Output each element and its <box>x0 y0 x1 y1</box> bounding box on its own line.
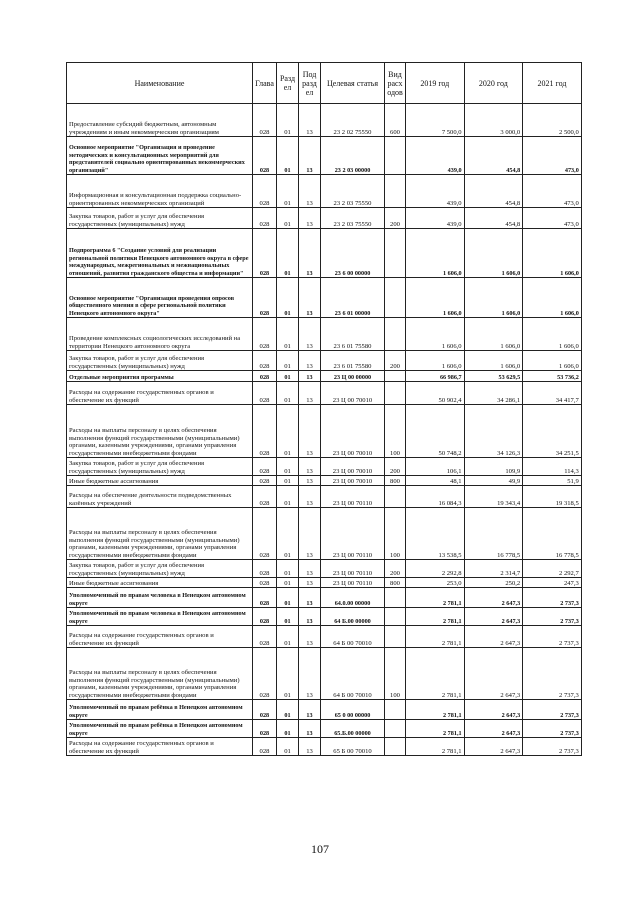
cell-y2020: 454,8 <box>464 208 523 229</box>
cell-name: Расходы на содержание государственных органов и обеспечение их функций <box>67 626 253 648</box>
cell-y2021: 34 417,7 <box>523 382 582 405</box>
cell-section: 01 <box>277 476 299 486</box>
table-row <box>67 700 582 720</box>
cell-chapter: 028 <box>253 738 277 756</box>
cell-chapter: 028 <box>253 137 277 175</box>
cell-expense-type <box>385 738 406 756</box>
cell-chapter: 028 <box>253 318 277 351</box>
table-row <box>67 588 582 608</box>
cell-y2021: 51,9 <box>523 476 582 486</box>
cell-y2020: 34 126,3 <box>464 405 523 458</box>
cell-subsection: 13 <box>299 608 321 626</box>
cell-subsection: 13 <box>299 720 321 738</box>
cell-target: 23 6 01 75580 <box>321 318 385 351</box>
cell-y2020: 1 606,0 <box>464 229 523 278</box>
table-row <box>67 458 582 476</box>
cell-target: 23 Ц 00 70010 <box>321 458 385 476</box>
cell-y2020: 109,9 <box>464 458 523 476</box>
cell-y2021: 473,0 <box>523 137 582 175</box>
cell-section: 01 <box>277 208 299 229</box>
cell-section: 01 <box>277 588 299 608</box>
table-row <box>67 318 582 351</box>
cell-expense-type: 100 <box>385 508 406 560</box>
cell-name: Расходы на выплаты персоналу в целях обеспечения выполнения функций государственными (муниципальными) органами, казенными учреждениями, органами управления государственными внебюджетными фондами <box>67 508 253 560</box>
table-row <box>67 351 582 371</box>
cell-y2019: 2 781,1 <box>406 648 465 700</box>
cell-expense-type <box>385 486 406 508</box>
cell-y2019: 2 781,1 <box>406 700 465 720</box>
cell-y2019: 2 292,8 <box>406 560 465 578</box>
cell-subsection: 13 <box>299 137 321 175</box>
cell-name: Расходы на выплаты персоналу в целях обеспечения выполнения функций государственными (муниципальными) органами, казенными учреждениями, органами управления государственными внебюджетными фондами <box>67 405 253 458</box>
cell-y2019: 2 781,1 <box>406 588 465 608</box>
cell-chapter: 028 <box>253 588 277 608</box>
cell-name: Закупка товаров, работ и услуг для обеспечения государственных (муниципальных) нужд <box>67 351 253 371</box>
cell-section: 01 <box>277 578 299 588</box>
cell-target: 64 Б 00 70010 <box>321 648 385 700</box>
budget-table <box>66 62 582 756</box>
cell-y2019: 48,1 <box>406 476 465 486</box>
cell-section: 01 <box>277 700 299 720</box>
cell-section: 01 <box>277 405 299 458</box>
cell-name: Информационная и консультационная поддержка социально-ориентированных некоммерческих организаций <box>67 175 253 208</box>
cell-y2019: 16 084,3 <box>406 486 465 508</box>
cell-chapter: 028 <box>253 278 277 318</box>
cell-y2021: 2 500,0 <box>523 104 582 137</box>
table-body <box>67 104 582 756</box>
cell-y2019: 2 781,1 <box>406 608 465 626</box>
page-number: 107 <box>311 842 329 856</box>
cell-target: 23 2 03 75550 <box>321 175 385 208</box>
cell-target: 23 Ц 00 70110 <box>321 508 385 560</box>
cell-target: 64 Б 00 70010 <box>321 626 385 648</box>
cell-subsection: 13 <box>299 486 321 508</box>
cell-y2020: 34 286,1 <box>464 382 523 405</box>
cell-chapter: 028 <box>253 208 277 229</box>
cell-section: 01 <box>277 560 299 578</box>
cell-y2021: 1 606,0 <box>523 318 582 351</box>
table-row <box>67 104 582 137</box>
cell-subsection: 13 <box>299 738 321 756</box>
table-row <box>67 720 582 738</box>
cell-y2021: 2 737,3 <box>523 626 582 648</box>
cell-subsection: 13 <box>299 405 321 458</box>
table-row <box>67 175 582 208</box>
cell-section: 01 <box>277 486 299 508</box>
table-row <box>67 560 582 578</box>
cell-expense-type: 200 <box>385 208 406 229</box>
cell-name: Расходы на обеспечение деятельности подведомственных казённых учреждений <box>67 486 253 508</box>
cell-name: Проведение комплексных социологических исследований на территории Ненецкого автономного округа <box>67 318 253 351</box>
cell-chapter: 028 <box>253 229 277 278</box>
cell-target: 23 Ц 00 70110 <box>321 486 385 508</box>
cell-y2020: 2 647,3 <box>464 700 523 720</box>
cell-y2019: 253,0 <box>406 578 465 588</box>
cell-expense-type <box>385 626 406 648</box>
header-expense-type: Вид расходов <box>385 63 406 104</box>
cell-expense-type: 200 <box>385 351 406 371</box>
cell-expense-type <box>385 588 406 608</box>
cell-section: 01 <box>277 382 299 405</box>
cell-y2020: 2 314,7 <box>464 560 523 578</box>
cell-subsection: 13 <box>299 458 321 476</box>
cell-expense-type <box>385 318 406 351</box>
header-name: Наименование <box>67 63 253 104</box>
cell-y2021: 2 737,3 <box>523 608 582 626</box>
cell-subsection: 13 <box>299 382 321 405</box>
table-header-row <box>67 63 582 104</box>
cell-y2021: 16 778,5 <box>523 508 582 560</box>
table-row <box>67 382 582 405</box>
cell-subsection: 13 <box>299 560 321 578</box>
cell-y2019: 1 606,0 <box>406 229 465 278</box>
cell-name: Расходы на содержание государственных органов и обеспечение их функций <box>67 738 253 756</box>
cell-section: 01 <box>277 648 299 700</box>
header-2019: 2019 год <box>406 63 465 104</box>
cell-subsection: 13 <box>299 208 321 229</box>
cell-y2020: 2 647,3 <box>464 648 523 700</box>
table-row <box>67 371 582 382</box>
cell-y2019: 2 781,1 <box>406 738 465 756</box>
cell-expense-type <box>385 700 406 720</box>
table-row <box>67 608 582 626</box>
cell-y2021: 2 737,3 <box>523 648 582 700</box>
cell-target: 23 Ц 00 70110 <box>321 578 385 588</box>
cell-target: 23 2 03 00000 <box>321 137 385 175</box>
cell-chapter: 028 <box>253 175 277 208</box>
cell-subsection: 13 <box>299 588 321 608</box>
cell-subsection: 13 <box>299 700 321 720</box>
cell-y2021: 473,0 <box>523 175 582 208</box>
cell-expense-type <box>385 371 406 382</box>
cell-name: Уполномоченный по правам человека в Ненецком автономном округе <box>67 608 253 626</box>
cell-y2020: 2 647,3 <box>464 588 523 608</box>
cell-y2019: 439,0 <box>406 175 465 208</box>
cell-target: 64 Б.00 00000 <box>321 608 385 626</box>
cell-name: Основное мероприятие "Организация проведения опросов общественного мнения в сфере региональной политики Ненецкого автономного округа" <box>67 278 253 318</box>
cell-target: 23 Ц 00 70010 <box>321 476 385 486</box>
cell-expense-type <box>385 278 406 318</box>
cell-expense-type: 100 <box>385 648 406 700</box>
cell-chapter: 028 <box>253 578 277 588</box>
table-row <box>67 476 582 486</box>
cell-name: Основное мероприятие "Организация и проведение методических и консультационных мероприятий для представителей социально ориентированных некоммерческих организаций" <box>67 137 253 175</box>
header-subsection: Подраздел <box>299 63 321 104</box>
cell-chapter: 028 <box>253 720 277 738</box>
cell-y2020: 2 647,3 <box>464 738 523 756</box>
cell-expense-type: 100 <box>385 405 406 458</box>
cell-target: 64.0.00 00000 <box>321 588 385 608</box>
cell-expense-type: 800 <box>385 578 406 588</box>
table-row <box>67 578 582 588</box>
cell-y2021: 114,3 <box>523 458 582 476</box>
header-2020: 2020 год <box>464 63 523 104</box>
cell-name: Расходы на содержание государственных органов и обеспечение их функций <box>67 382 253 405</box>
cell-chapter: 028 <box>253 458 277 476</box>
cell-y2019: 66 986,7 <box>406 371 465 382</box>
cell-target: 23 Ц 00 70110 <box>321 560 385 578</box>
cell-y2019: 1 606,0 <box>406 351 465 371</box>
cell-subsection: 13 <box>299 278 321 318</box>
cell-y2021: 2 737,3 <box>523 738 582 756</box>
cell-y2020: 250,2 <box>464 578 523 588</box>
cell-target: 23 Ц 00 00000 <box>321 371 385 382</box>
cell-target: 65 0 00 00000 <box>321 700 385 720</box>
cell-y2020: 1 606,0 <box>464 351 523 371</box>
cell-y2019: 1 606,0 <box>406 318 465 351</box>
cell-name: Уполномоченный по правам ребёнка в Ненецком автономном округе <box>67 700 253 720</box>
cell-expense-type: 200 <box>385 458 406 476</box>
cell-expense-type: 200 <box>385 560 406 578</box>
cell-y2020: 53 629,5 <box>464 371 523 382</box>
cell-expense-type: 800 <box>385 476 406 486</box>
cell-section: 01 <box>277 458 299 476</box>
cell-chapter: 028 <box>253 405 277 458</box>
cell-y2020: 454,8 <box>464 175 523 208</box>
cell-name: Предоставление субсидий бюджетным, автономным учреждениям и иным некоммерческим организациям <box>67 104 253 137</box>
cell-chapter: 028 <box>253 508 277 560</box>
cell-y2019: 50 902,4 <box>406 382 465 405</box>
cell-chapter: 028 <box>253 476 277 486</box>
table-row <box>67 508 582 560</box>
cell-y2021: 2 737,3 <box>523 700 582 720</box>
cell-target: 23 6 00 00000 <box>321 229 385 278</box>
cell-section: 01 <box>277 104 299 137</box>
cell-target: 65.Б.00 00000 <box>321 720 385 738</box>
cell-y2020: 1 606,0 <box>464 318 523 351</box>
cell-subsection: 13 <box>299 175 321 208</box>
cell-y2020: 3 000,0 <box>464 104 523 137</box>
cell-chapter: 028 <box>253 351 277 371</box>
cell-y2020: 19 343,4 <box>464 486 523 508</box>
table-row <box>67 208 582 229</box>
cell-y2020: 49,9 <box>464 476 523 486</box>
cell-section: 01 <box>277 137 299 175</box>
cell-subsection: 13 <box>299 476 321 486</box>
cell-y2021: 473,0 <box>523 208 582 229</box>
cell-name: Закупка товаров, работ и услуг для обеспечения государственных (муниципальных) нужд <box>67 208 253 229</box>
cell-target: 23 2 02 75550 <box>321 104 385 137</box>
header-chapter: Глава <box>253 63 277 104</box>
cell-y2019: 7 500,0 <box>406 104 465 137</box>
header-2021: 2021 год <box>523 63 582 104</box>
cell-y2020: 454,8 <box>464 137 523 175</box>
cell-subsection: 13 <box>299 648 321 700</box>
cell-subsection: 13 <box>299 626 321 648</box>
cell-section: 01 <box>277 626 299 648</box>
cell-section: 01 <box>277 175 299 208</box>
cell-y2019: 439,0 <box>406 137 465 175</box>
cell-y2021: 34 251,5 <box>523 405 582 458</box>
budget-sheet <box>66 62 581 756</box>
cell-chapter: 028 <box>253 371 277 382</box>
cell-section: 01 <box>277 229 299 278</box>
cell-target: 23 Ц 00 70010 <box>321 382 385 405</box>
table-row <box>67 278 582 318</box>
cell-subsection: 13 <box>299 508 321 560</box>
table-row <box>67 405 582 458</box>
cell-y2019: 106,1 <box>406 458 465 476</box>
cell-expense-type: 600 <box>385 104 406 137</box>
cell-section: 01 <box>277 278 299 318</box>
cell-section: 01 <box>277 371 299 382</box>
cell-y2021: 2 737,3 <box>523 588 582 608</box>
cell-chapter: 028 <box>253 104 277 137</box>
cell-y2020: 2 647,3 <box>464 626 523 648</box>
header-target: Целевая статья <box>321 63 385 104</box>
cell-y2020: 2 647,3 <box>464 720 523 738</box>
cell-subsection: 13 <box>299 351 321 371</box>
cell-section: 01 <box>277 720 299 738</box>
cell-y2021: 1 606,0 <box>523 351 582 371</box>
cell-subsection: 13 <box>299 318 321 351</box>
cell-name: Иные бюджетные ассигнования <box>67 476 253 486</box>
cell-chapter: 028 <box>253 560 277 578</box>
cell-chapter: 028 <box>253 700 277 720</box>
cell-y2019: 2 781,1 <box>406 626 465 648</box>
cell-y2019: 439,0 <box>406 208 465 229</box>
cell-y2021: 53 736,2 <box>523 371 582 382</box>
table-row <box>67 738 582 756</box>
cell-chapter: 028 <box>253 486 277 508</box>
cell-chapter: 028 <box>253 648 277 700</box>
cell-section: 01 <box>277 318 299 351</box>
cell-y2021: 1 606,0 <box>523 278 582 318</box>
cell-section: 01 <box>277 351 299 371</box>
cell-y2019: 50 748,2 <box>406 405 465 458</box>
cell-target: 23 6 01 75580 <box>321 351 385 371</box>
cell-expense-type <box>385 137 406 175</box>
cell-y2019: 1 606,0 <box>406 278 465 318</box>
cell-expense-type <box>385 382 406 405</box>
cell-y2021: 19 318,5 <box>523 486 582 508</box>
cell-chapter: 028 <box>253 608 277 626</box>
cell-target: 23 2 03 75550 <box>321 208 385 229</box>
cell-target: 65 Б 00 70010 <box>321 738 385 756</box>
cell-y2019: 13 538,5 <box>406 508 465 560</box>
table-row <box>67 486 582 508</box>
cell-subsection: 13 <box>299 371 321 382</box>
cell-expense-type <box>385 175 406 208</box>
cell-y2020: 16 778,5 <box>464 508 523 560</box>
cell-y2019: 2 781,1 <box>406 720 465 738</box>
table-row <box>67 229 582 278</box>
cell-y2021: 247,3 <box>523 578 582 588</box>
cell-section: 01 <box>277 608 299 626</box>
cell-name: Закупка товаров, работ и услуг для обеспечения государственных (муниципальных) нужд <box>67 458 253 476</box>
cell-name: Иные бюджетные ассигнования <box>67 578 253 588</box>
header-section: Раздел <box>277 63 299 104</box>
cell-y2021: 1 606,0 <box>523 229 582 278</box>
cell-name: Уполномоченный по правам человека в Ненецком автономном округе <box>67 588 253 608</box>
table-row <box>67 137 582 175</box>
cell-subsection: 13 <box>299 104 321 137</box>
cell-name: Уполномоченный по правам ребёнка в Ненецком автономном округе <box>67 720 253 738</box>
table-row <box>67 626 582 648</box>
table-row <box>67 648 582 700</box>
cell-chapter: 028 <box>253 626 277 648</box>
cell-target: 23 Ц 00 70010 <box>321 405 385 458</box>
cell-y2021: 2 292,7 <box>523 560 582 578</box>
cell-expense-type <box>385 608 406 626</box>
cell-name: Расходы на выплаты персоналу в целях обеспечения выполнения функций государственными (муниципальными) органами, казенными учреждениями, органами управления государственными внебюджетными фондами <box>67 648 253 700</box>
cell-section: 01 <box>277 738 299 756</box>
cell-name: Подпрограмма 6 "Создание условий для реализации региональной политики Ненецкого автономного округа в сфере международных, межрегиональных и межнациональных отношений, развития гражданского общества и информации" <box>67 229 253 278</box>
cell-name: Отдельные мероприятия программы <box>67 371 253 382</box>
cell-chapter: 028 <box>253 382 277 405</box>
cell-expense-type <box>385 720 406 738</box>
cell-name: Закупка товаров, работ и услуг для обеспечения государственных (муниципальных) нужд <box>67 560 253 578</box>
cell-target: 23 6 01 00000 <box>321 278 385 318</box>
cell-subsection: 13 <box>299 578 321 588</box>
cell-subsection: 13 <box>299 229 321 278</box>
cell-y2020: 1 606,0 <box>464 278 523 318</box>
cell-expense-type <box>385 229 406 278</box>
cell-section: 01 <box>277 508 299 560</box>
cell-y2021: 2 737,3 <box>523 720 582 738</box>
cell-y2020: 2 647,3 <box>464 608 523 626</box>
